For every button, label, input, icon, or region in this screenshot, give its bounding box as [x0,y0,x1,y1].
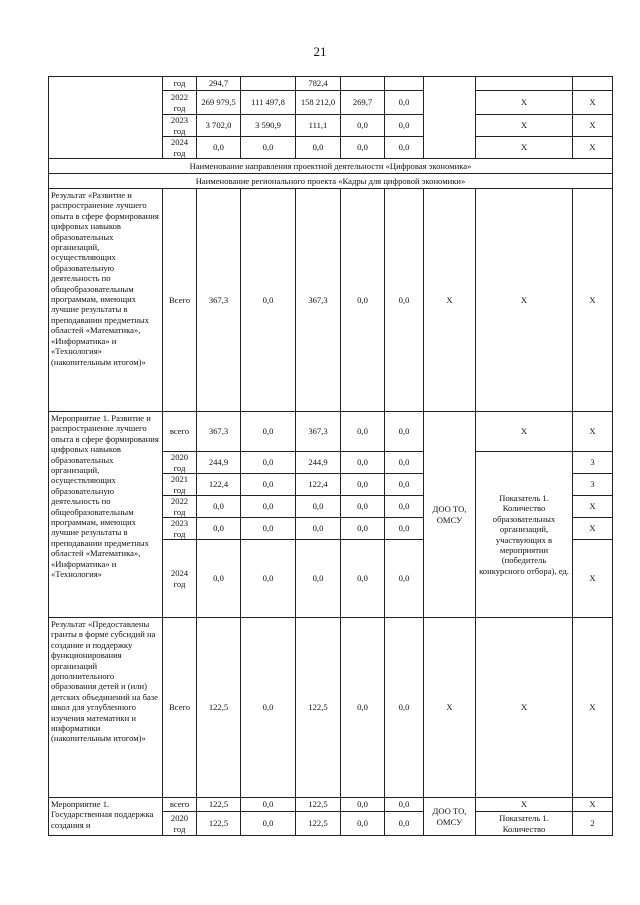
year-cell: всего [163,412,197,452]
total-cell: 0,0 [197,540,241,618]
measure-description: Мероприятие 1. Развитие и распространение лучшего опыта в сфере формирования цифровых навыков образовательных организаций, осуществляющих образовательную деятельность по общеобразовательным программам, имеющих лучшие результаты в преподавании предметных областей «Математика», «Информатика» и «Технология» [49,412,163,618]
other-cell: 0,0 [385,115,424,137]
local-cell: 0,0 [341,474,385,496]
local-cell: 0,0 [341,618,385,798]
regional-cell: 367,3 [296,412,341,452]
project-heading: Наименование регионального проекта «Кадры для цифровой экономики» [49,174,613,189]
indicator-cell: Х [476,412,573,452]
year-cell: 2020 год [163,812,197,836]
regional-cell: 367,3 [296,189,341,412]
executor-cell: ДОО ТО, ОМСУ [424,798,476,836]
federal-cell: 0,0 [241,137,296,159]
indicator-cell: Х [476,137,573,159]
total-cell: 294,7 [197,77,241,91]
other-cell [385,77,424,91]
value-cell: Х [573,115,613,137]
total-cell: 367,3 [197,412,241,452]
total-cell: 122,4 [197,474,241,496]
table-row [49,189,613,412]
total-cell: 3 702,0 [197,115,241,137]
total-cell: 367,3 [197,189,241,412]
table-row [49,77,613,91]
indicator-cell: Х [476,189,573,412]
indicator-cell: Х [476,91,573,115]
federal-cell [241,77,296,91]
indicator-cell: Показатель 1. Количество [476,812,573,836]
executor-cell: Х [424,618,476,798]
local-cell [341,77,385,91]
year-cell: 2023 год [163,115,197,137]
federal-cell: 0,0 [241,812,296,836]
federal-cell: 0,0 [241,496,296,518]
local-cell: 0,0 [341,518,385,540]
other-cell: 0,0 [385,412,424,452]
indicator-cell: Показатель 1. Количество образовательных организаций, участвующих в мероприятии (победитель конкурсного отбора), ед. [476,452,573,618]
year-cell: 2023 год [163,518,197,540]
indicator-cell: Х [476,798,573,812]
value-cell: Х [573,137,613,159]
other-cell: 0,0 [385,452,424,474]
total-cell: 122,5 [197,618,241,798]
section-row [49,159,613,174]
direction-heading: Наименование направления проектной деятельности «Цифровая экономика» [49,159,613,174]
indicator-cell: Х [476,115,573,137]
other-cell: 0,0 [385,798,424,812]
page-number: 21 [313,44,327,59]
value-cell: Х [573,798,613,812]
regional-cell: 111,1 [296,115,341,137]
other-cell: 0,0 [385,496,424,518]
regional-cell: 0,0 [296,540,341,618]
other-cell: 0,0 [385,189,424,412]
total-cell: 0,0 [197,137,241,159]
value-cell: Х [573,189,613,412]
federal-cell: 111 497,8 [241,91,296,115]
other-cell: 0,0 [385,474,424,496]
value-cell: 3 [573,452,613,474]
indicator-cell: Х [476,618,573,798]
local-cell: 0,0 [341,115,385,137]
year-cell: год [163,77,197,91]
value-cell: Х [573,412,613,452]
other-cell: 0,0 [385,137,424,159]
year-cell: 2024 год [163,540,197,618]
regional-cell: 122,4 [296,474,341,496]
regional-cell: 122,5 [296,812,341,836]
executor-cell [424,77,476,159]
regional-cell: 244,9 [296,452,341,474]
regional-cell: 0,0 [296,496,341,518]
indicator-cell [476,77,573,91]
value-cell: Х [573,496,613,518]
other-cell: 0,0 [385,91,424,115]
year-cell: 2022 год [163,91,197,115]
result-description: Результат «Развитие и распространение лучшего опыта в сфере формирования цифровых навыков образовательных организаций, осуществляющих образовательную деятельность по общеобразовательным программам, имеющих лучшие результаты в преподавании предметных областей «Математика», «Информатика» и «Технология» (накопительным итогом)» [49,189,163,412]
table-row [49,412,613,452]
year-cell: 2020 год [163,452,197,474]
program-table [48,76,613,836]
other-cell: 0,0 [385,540,424,618]
total-cell: 122,5 [197,812,241,836]
year-cell: всего [163,798,197,812]
regional-cell: 122,5 [296,618,341,798]
federal-cell: 0,0 [241,618,296,798]
other-cell: 0,0 [385,618,424,798]
federal-cell: 0,0 [241,540,296,618]
federal-cell: 0,0 [241,474,296,496]
local-cell: 0,0 [341,496,385,518]
local-cell: 0,0 [341,452,385,474]
year-cell: 2021 год [163,474,197,496]
local-cell: 0,0 [341,812,385,836]
federal-cell: 0,0 [241,798,296,812]
section-row [49,174,613,189]
local-cell: 269,7 [341,91,385,115]
value-cell: 2 [573,812,613,836]
result-description: Результат «Предоставлены гранты в форме субсидий на создание и поддержку функционирования организаций дополнительного образования детей и (или) детских объединений на базе школ для углубленного изучения математики и информатики (накопительным итогом)» [49,618,163,798]
regional-cell: 158 212,0 [296,91,341,115]
local-cell: 0,0 [341,540,385,618]
value-cell: Х [573,618,613,798]
executor-cell: Х [424,189,476,412]
local-cell: 0,0 [341,798,385,812]
table-row [49,618,613,798]
other-cell: 0,0 [385,518,424,540]
year-cell: 2022 год [163,496,197,518]
total-cell: 244,9 [197,452,241,474]
regional-cell: 782,4 [296,77,341,91]
regional-cell: 122,5 [296,798,341,812]
desc-cell [49,77,163,159]
federal-cell: 0,0 [241,452,296,474]
local-cell: 0,0 [341,189,385,412]
value-cell: 3 [573,474,613,496]
year-cell: 2024 год [163,137,197,159]
value-cell: Х [573,540,613,618]
total-cell: 0,0 [197,496,241,518]
federal-cell: 0,0 [241,412,296,452]
year-cell: Всего [163,189,197,412]
executor-cell: ДОО ТО, ОМСУ [424,412,476,618]
total-cell: 122,5 [197,798,241,812]
regional-cell: 0,0 [296,137,341,159]
federal-cell: 3 590,9 [241,115,296,137]
total-cell: 269 979,5 [197,91,241,115]
value-cell: Х [573,91,613,115]
total-cell: 0,0 [197,518,241,540]
federal-cell: 0,0 [241,189,296,412]
year-cell: Всего [163,618,197,798]
federal-cell: 0,0 [241,518,296,540]
value-cell: Х [573,518,613,540]
table-row [49,798,613,812]
local-cell: 0,0 [341,412,385,452]
other-cell: 0,0 [385,812,424,836]
local-cell: 0,0 [341,137,385,159]
measure-description: Мероприятие 1. Государственная поддержка создания и [49,798,163,836]
value-cell [573,77,613,91]
regional-cell: 0,0 [296,518,341,540]
